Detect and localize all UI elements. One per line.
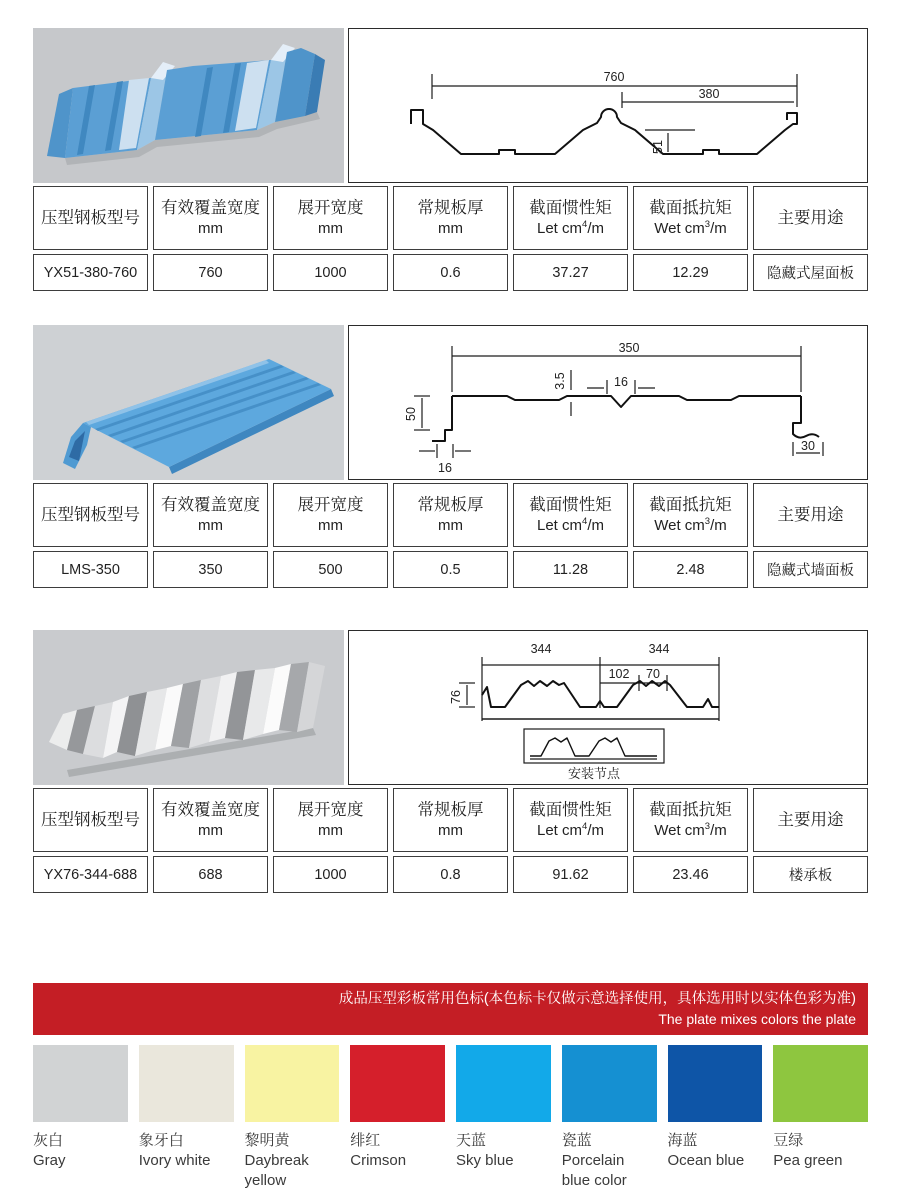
col-header-usage: 主要用途: [753, 186, 868, 250]
col-header-thickness: 常规板厚 mm: [393, 483, 508, 547]
swatch-ocean-blue: 海蓝 Ocean blue: [668, 1045, 763, 1192]
color-chip: [456, 1045, 551, 1122]
cell-resist: 12.29: [633, 254, 748, 291]
dim-3p5: 3.5: [553, 372, 567, 390]
col-header-unfold-width: 展开宽度 mm: [273, 788, 388, 852]
col-header-unfold-width: 展开宽度 mm: [273, 483, 388, 547]
color-chip: [773, 1045, 868, 1122]
table-header-row: [33, 186, 868, 250]
cell-thickness: 0.5: [393, 551, 508, 588]
profile-diagram-yx51: [348, 28, 868, 183]
col-header-unfold-width: 展开宽度 mm: [273, 186, 388, 250]
product-photo-roof-panel: [33, 28, 344, 183]
media-row: [33, 630, 868, 785]
col-header-resist: 截面抵抗矩 Wet $cm^3/m$: [633, 788, 748, 852]
cell-resist: 2.48: [633, 551, 748, 588]
table-data-row: [33, 551, 868, 588]
col-header-resist: 截面抵抗矩 Wet $cm^3/m$: [633, 186, 748, 250]
dim-51: 51: [651, 140, 665, 154]
product-section-yx51: [33, 28, 868, 291]
cell-cover-width: 350: [153, 551, 268, 588]
color-chip: [33, 1045, 128, 1122]
color-chip: [668, 1045, 763, 1122]
cell-model: YX51-380-760: [33, 254, 148, 291]
dim-76: 76: [449, 690, 463, 704]
dim-380: 380: [698, 87, 720, 101]
cell-thickness: 0.6: [393, 254, 508, 291]
dim-344-left: 344: [530, 642, 552, 656]
product-photo-floor-deck: [33, 630, 344, 785]
cell-cover-width: 760: [153, 254, 268, 291]
col-header-inertia: 截面惯性矩 Let $cm^4/m$: [513, 483, 628, 547]
cell-cover-width: 688: [153, 856, 268, 893]
product-section-lms350: [33, 325, 868, 588]
color-chip: [350, 1045, 445, 1122]
table-data-row: [33, 856, 868, 893]
cell-resist: 23.46: [633, 856, 748, 893]
cell-unfold-width: 500: [273, 551, 388, 588]
table-header-row: [33, 788, 868, 852]
col-header-usage: 主要用途: [753, 788, 868, 852]
media-row: [33, 325, 868, 480]
swatch-porcelain-blue: 瓷蓝 Porcelain blue color: [562, 1045, 657, 1192]
col-header-cover-width: 有效覆盖宽度 mm: [153, 788, 268, 852]
cell-inertia: 11.28: [513, 551, 628, 588]
col-header-cover-width: 有效覆盖宽度 mm: [153, 186, 268, 250]
col-header-model: 压型钢板型号: [33, 788, 148, 852]
swatch-gray: 灰白 Gray: [33, 1045, 128, 1192]
banner-title-en: The plate mixes colors the plate: [658, 1010, 856, 1027]
swatch-pea-green: 豆绿 Pea green: [773, 1045, 868, 1192]
swatch-ivory-white: 象牙白 Ivory white: [139, 1045, 234, 1192]
col-header-model: 压型钢板型号: [33, 186, 148, 250]
col-header-thickness: 常规板厚 mm: [393, 186, 508, 250]
col-header-inertia: 截面惯性矩 Let $cm^4/m$: [513, 788, 628, 852]
cell-unfold-width: 1000: [273, 254, 388, 291]
cell-thickness: 0.8: [393, 856, 508, 893]
dim-350: 350: [618, 341, 640, 355]
col-header-inertia: 截面惯性矩 Let $cm^4/m$: [513, 186, 628, 250]
col-header-cover-width: 有效覆盖宽度 mm: [153, 483, 268, 547]
cell-inertia: 91.62: [513, 856, 628, 893]
color-chip: [245, 1045, 340, 1122]
dim-70: 70: [646, 667, 660, 681]
dim-50: 50: [404, 407, 418, 421]
color-chip: [562, 1045, 657, 1122]
profile-diagram-yx76: [348, 630, 868, 785]
table-data-row: [33, 254, 868, 291]
dim-16-left: 16: [438, 461, 452, 475]
col-header-resist: 截面抵抗矩 Wet $cm^3/m$: [633, 483, 748, 547]
cell-inertia: 37.27: [513, 254, 628, 291]
dim-344-right: 344: [648, 642, 670, 656]
color-chart-banner: [33, 983, 868, 1035]
cell-model: LMS-350: [33, 551, 148, 588]
table-header-row: [33, 483, 868, 547]
dim-16-mid: 16: [614, 375, 628, 389]
media-row: [33, 28, 868, 183]
col-header-thickness: 常规板厚 mm: [393, 788, 508, 852]
cell-usage: 隐藏式屋面板: [753, 254, 868, 291]
banner-title-zh: 成品压型彩板常用色标(本色标卡仅做示意选择使用，具体选用时以实体色彩为准): [338, 990, 856, 1007]
color-chip: [139, 1045, 234, 1122]
cell-usage: 隐藏式墙面板: [753, 551, 868, 588]
swatch-crimson: 绯红 Crimson: [350, 1045, 445, 1192]
dim-102: 102: [608, 667, 630, 681]
col-header-usage: 主要用途: [753, 483, 868, 547]
dim-760: 760: [603, 70, 625, 84]
product-section-yx76: [33, 630, 868, 893]
profile-diagram-lms350: [348, 325, 868, 480]
swatch-daybreak-yellow: 黎明黄 Daybreak yellow: [245, 1045, 340, 1192]
dim-30: 30: [801, 439, 815, 453]
swatch-sky-blue: 天蓝 Sky blue: [456, 1045, 551, 1192]
color-swatch-row: [33, 1045, 868, 1192]
diagram-note: 安装节点: [567, 766, 621, 781]
cell-model: YX76-344-688: [33, 856, 148, 893]
cell-usage: 楼承板: [753, 856, 868, 893]
cell-unfold-width: 1000: [273, 856, 388, 893]
col-header-model: 压型钢板型号: [33, 483, 148, 547]
product-photo-wall-panel: [33, 325, 344, 480]
